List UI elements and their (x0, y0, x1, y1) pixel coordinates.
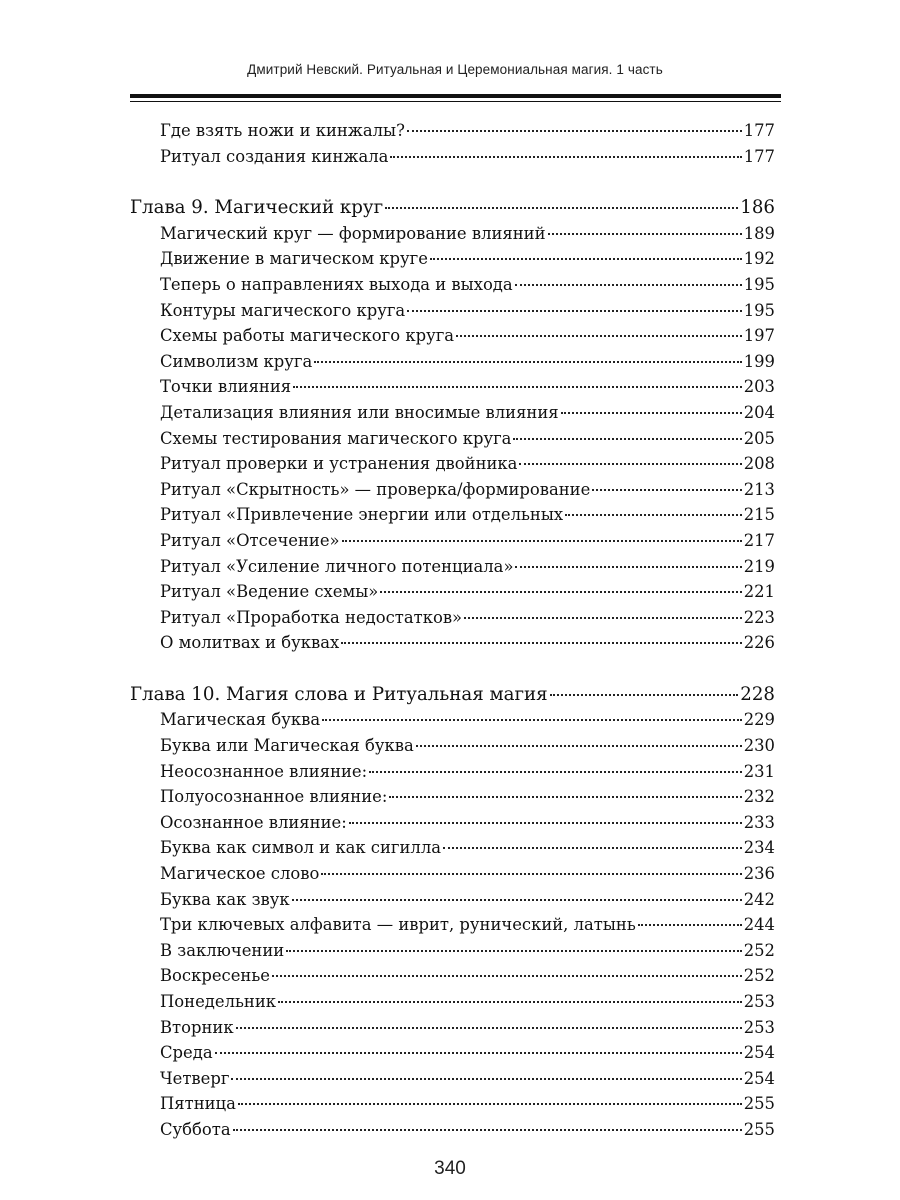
entry-title: Буква или Магическая буква (160, 736, 414, 756)
dot-leader (369, 771, 742, 773)
toc-entry (130, 246, 775, 272)
page-number: 340 (434, 1158, 466, 1179)
page-ref: 199 (743, 351, 775, 371)
dot-leader (515, 566, 741, 568)
entry-title: Среда (160, 1043, 213, 1063)
toc-entry (130, 374, 775, 400)
toc-entry (130, 298, 775, 324)
dot-leader (416, 745, 742, 747)
toc-entry (130, 733, 775, 759)
page-ref: 230 (743, 736, 775, 756)
toc-entry (130, 118, 775, 144)
entry-title: Ритуал «Привлечение энергии или отдельных (160, 505, 564, 525)
dot-leader (390, 156, 741, 158)
dot-leader (548, 233, 742, 235)
page-ref: 195 (743, 300, 775, 320)
entry-title: Ритуал проверки и устранения двойника (160, 454, 518, 474)
toc-entry (130, 323, 775, 349)
dot-leader (278, 1001, 742, 1003)
dot-leader (443, 847, 742, 849)
dot-leader (565, 514, 742, 516)
page-ref: 213 (743, 479, 775, 499)
toc-entry (130, 810, 775, 836)
dot-leader (389, 796, 741, 798)
toc-section-chapter-9 (130, 195, 775, 656)
header-rule-thick (130, 94, 781, 98)
entry-title: Контуры магического круга (160, 300, 406, 320)
page-ref: 221 (743, 582, 775, 602)
dot-leader (349, 822, 742, 824)
toc-entry (130, 759, 775, 785)
page-ref: 205 (743, 428, 775, 448)
running-header: Дмитрий Невский. Ритуальная и Церемониальная магия. 1 часть (247, 62, 663, 77)
page-ref: 197 (743, 326, 775, 346)
toc-entry (130, 1091, 775, 1117)
entry-title: Ритуал «Скрытность» — проверка/формирование (160, 479, 591, 499)
dot-leader (238, 1103, 742, 1105)
page-ref: 223 (743, 607, 775, 627)
entry-title: Магическое слово (160, 864, 320, 884)
page-ref: 208 (743, 454, 775, 474)
page-ref: 203 (743, 377, 775, 397)
toc-entry (130, 630, 775, 656)
entry-title: Ритуал «Отсечение» (160, 530, 340, 550)
page-ref: 242 (743, 889, 775, 909)
toc-entry (130, 502, 775, 528)
toc-entry (130, 579, 775, 605)
toc-section-continued (130, 118, 775, 169)
page-ref: 254 (743, 1043, 775, 1063)
dot-leader (464, 617, 742, 619)
toc-entry (130, 887, 775, 913)
page-ref: 229 (743, 710, 775, 730)
page-ref: 189 (743, 223, 775, 243)
entry-title: О молитвах и буквах (160, 633, 340, 653)
entry-title: Полуосознанное влияние: (160, 787, 388, 807)
page-ref: 255 (743, 1119, 775, 1139)
table-of-contents (130, 118, 775, 1143)
toc-chapter-entry (130, 682, 775, 708)
chapter-title: Глава 9. Магический круг (130, 197, 384, 219)
entry-title: Вторник (160, 1017, 234, 1037)
dot-leader (513, 438, 741, 440)
page-ref: 252 (743, 940, 775, 960)
dot-leader (236, 1027, 742, 1029)
page-ref: 255 (743, 1094, 775, 1114)
dot-leader (456, 335, 742, 337)
dot-leader (430, 258, 742, 260)
section-gap (130, 169, 775, 195)
toc-entry (130, 221, 775, 247)
dot-leader (515, 284, 742, 286)
entry-title: Ритуал «Ведение схемы» (160, 582, 379, 602)
page-ref: 254 (743, 1068, 775, 1088)
page-ref: 253 (743, 1017, 775, 1037)
dot-leader (321, 873, 741, 875)
toc-entry (130, 1040, 775, 1066)
page-ref: 252 (743, 966, 775, 986)
page-ref: 236 (743, 864, 775, 884)
dot-leader (286, 950, 742, 952)
toc-entry (130, 1117, 775, 1143)
toc-entry (130, 835, 775, 861)
entry-title: Ритуал создания кинжала (160, 146, 389, 166)
toc-entry (130, 400, 775, 426)
dot-leader (407, 310, 741, 312)
dot-leader (314, 361, 741, 363)
dot-leader (380, 591, 741, 593)
toc-entry (130, 528, 775, 554)
entry-title: Неосознанное влияние: (160, 761, 368, 781)
entry-title: Пятница (160, 1094, 236, 1114)
toc-entry (130, 605, 775, 631)
entry-title: Схемы работы магического круга (160, 326, 455, 346)
entry-title: Детализация влияния или вносимые влияния (160, 402, 559, 422)
entry-title: Ритуал «Усиление личного потенциала» (160, 556, 514, 576)
entry-title: Буква как символ и как сигилла (160, 838, 442, 858)
entry-title: Ритуал «Проработка недостатков» (160, 607, 463, 627)
entry-title: Символизм круга (160, 351, 313, 371)
toc-entry (130, 272, 775, 298)
dot-leader (322, 719, 742, 721)
page-ref: 253 (743, 992, 775, 1011)
page-ref: 228 (740, 683, 775, 705)
chapter-title: Глава 10. Магия слова и Ритуальная магия (130, 683, 548, 705)
entry-title: Движение в магическом круге (160, 249, 428, 269)
toc-entry (130, 784, 775, 810)
header-rule-thin (130, 101, 781, 102)
dot-leader (233, 1129, 742, 1131)
toc-entry (130, 989, 775, 1015)
dot-leader (292, 899, 742, 901)
toc-entry (130, 912, 775, 938)
toc-entry (130, 1066, 775, 1092)
entry-title: Три ключевых алфавита — иврит, рунический, латынь (160, 915, 636, 935)
page-ref: 232 (743, 787, 775, 807)
entry-title: Понедельник (160, 992, 277, 1011)
toc-chapter-entry (130, 195, 775, 221)
dot-leader (293, 386, 742, 388)
page-ref: 219 (743, 556, 775, 576)
toc-entry (130, 1015, 775, 1041)
entry-title: Суббота (160, 1119, 231, 1139)
page-ref: 226 (743, 633, 775, 653)
page-ref: 231 (743, 761, 775, 781)
entry-title: Точки влияния (160, 377, 292, 397)
dot-leader (592, 489, 741, 491)
entry-title: В заключении (160, 940, 285, 960)
page-ref: 244 (743, 915, 775, 935)
section-gap (130, 656, 775, 682)
toc-entry (130, 554, 775, 580)
dot-leader (519, 463, 741, 465)
entry-title: Четверг (160, 1068, 230, 1088)
entry-title: Магическая буква (160, 710, 321, 730)
toc-entry (130, 707, 775, 733)
dot-leader (561, 412, 742, 414)
toc-entry (130, 963, 775, 989)
entry-title: Осознанное влияние: (160, 812, 347, 832)
page-ref: 192 (743, 249, 775, 269)
toc-entry (130, 451, 775, 477)
page-ref: 177 (743, 121, 775, 140)
toc-entry (130, 477, 775, 503)
entry-title: Буква как звук (160, 889, 290, 909)
entry-title: Где взять ножи и кинжалы? (160, 121, 405, 140)
dot-leader (550, 694, 739, 696)
page-ref: 233 (743, 812, 775, 832)
page-ref: 234 (743, 838, 775, 858)
entry-title: Схемы тестирования магического круга (160, 428, 512, 448)
page-ref: 217 (743, 530, 775, 550)
page-ref: 186 (740, 197, 775, 219)
dot-leader (385, 207, 738, 209)
toc-entry (130, 349, 775, 375)
toc-entry (130, 861, 775, 887)
toc-entry (130, 426, 775, 452)
toc-entry (130, 938, 775, 964)
dot-leader (407, 130, 742, 132)
dot-leader (342, 540, 742, 542)
page-ref: 195 (743, 274, 775, 294)
dot-leader (638, 924, 742, 926)
toc-entry (130, 144, 775, 170)
dot-leader (272, 975, 742, 977)
toc-section-chapter-10 (130, 682, 775, 1143)
dot-leader (231, 1078, 741, 1080)
entry-title: Магический круг — формирование влияний (160, 223, 546, 243)
page-ref: 204 (743, 402, 775, 422)
page-ref: 177 (743, 146, 775, 166)
entry-title: Воскресенье (160, 966, 270, 986)
entry-title: Теперь о направлениях выхода и выхода (160, 274, 513, 294)
dot-leader (341, 642, 741, 644)
dot-leader (215, 1052, 742, 1054)
page-ref: 215 (743, 505, 775, 525)
